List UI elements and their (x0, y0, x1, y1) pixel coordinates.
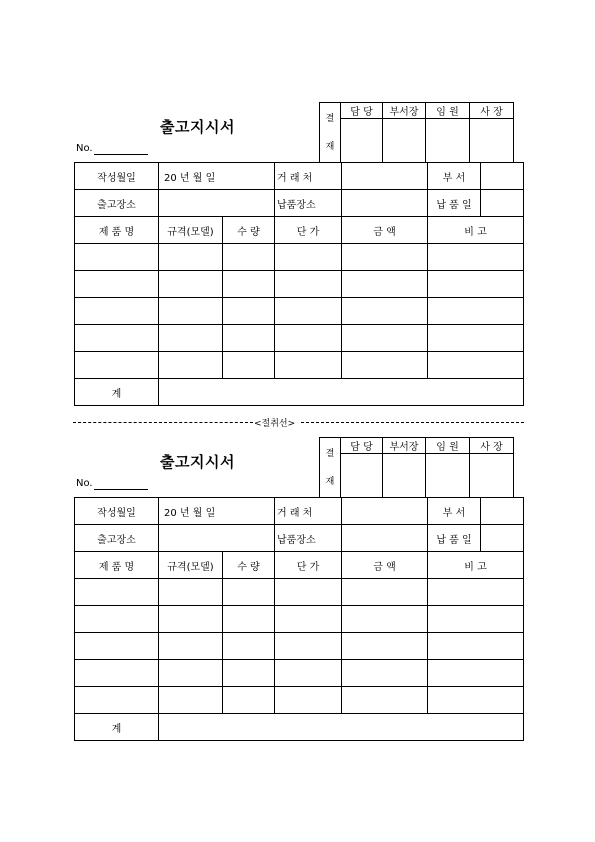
cut-line-label: <절취선> (254, 419, 296, 429)
col-header-amount: 금 액 (342, 217, 428, 244)
approval-label-top: 결 (325, 448, 335, 459)
item-cell[interactable] (75, 633, 159, 660)
item-cell[interactable] (342, 660, 428, 687)
approval-header-dept-head: 부서장 (383, 438, 426, 454)
item-cell[interactable] (428, 633, 524, 660)
col-header-quantity: 수 량 (223, 552, 275, 579)
item-cell[interactable] (275, 660, 342, 687)
approval-header-president: 사 장 (470, 103, 514, 119)
item-cell[interactable] (223, 579, 275, 606)
item-row (75, 633, 524, 660)
dept-cell (428, 163, 524, 190)
item-cell[interactable] (223, 660, 275, 687)
approval-header-executive: 임 원 (426, 103, 470, 119)
item-row (75, 687, 524, 714)
col-header-amount: 금 액 (342, 552, 428, 579)
item-cell[interactable] (223, 244, 275, 271)
item-cell[interactable] (159, 325, 223, 352)
item-cell[interactable] (223, 606, 275, 633)
total-value[interactable] (159, 714, 524, 741)
item-cell[interactable] (75, 579, 159, 606)
col-header-product-name: 제 품 명 (75, 217, 159, 244)
item-cell[interactable] (75, 298, 159, 325)
item-row (75, 660, 524, 687)
release-order-table (74, 162, 524, 406)
item-cell[interactable] (159, 687, 223, 714)
item-cell[interactable] (428, 325, 524, 352)
item-cell[interactable] (223, 633, 275, 660)
item-cell[interactable] (342, 352, 428, 379)
delivery-place-value[interactable] (342, 525, 428, 552)
client-value[interactable] (342, 498, 428, 525)
item-cell[interactable] (342, 271, 428, 298)
approval-header-dept-head: 부서장 (383, 103, 426, 119)
column-header-row (75, 217, 524, 244)
cut-line (73, 416, 524, 430)
item-cell[interactable] (342, 633, 428, 660)
item-cell[interactable] (428, 606, 524, 633)
form-number-label: No. (76, 143, 93, 154)
total-row (75, 379, 524, 406)
item-cell[interactable] (342, 244, 428, 271)
form-title: 출고지시서 (160, 453, 235, 471)
total-row (75, 714, 524, 741)
approval-label-bottom: 재 (325, 476, 335, 487)
item-cell[interactable] (75, 325, 159, 352)
release-place-value[interactable] (159, 190, 275, 217)
item-cell[interactable] (428, 298, 524, 325)
col-header-spec-model: 규격(모델) (159, 217, 223, 244)
item-cell[interactable] (159, 244, 223, 271)
dept-cell (428, 498, 524, 525)
dept-label: 부 서 (428, 163, 481, 189)
written-date-label: 작성월일 (75, 498, 159, 525)
item-cell[interactable] (342, 325, 428, 352)
dept-label: 부 서 (428, 498, 481, 524)
item-cell[interactable] (75, 271, 159, 298)
form-title: 출고지시서 (160, 118, 235, 136)
approval-signature-staff[interactable] (341, 454, 383, 498)
item-cell[interactable] (428, 244, 524, 271)
item-cell[interactable] (428, 687, 524, 714)
delivery-date-cell (428, 525, 524, 552)
item-cell[interactable] (75, 352, 159, 379)
approval-box (319, 437, 514, 498)
col-header-spec-model: 규격(모델) (159, 552, 223, 579)
approval-signature-dept-head[interactable] (383, 454, 426, 498)
col-header-remarks: 비 고 (428, 217, 524, 244)
item-cell[interactable] (275, 606, 342, 633)
item-cell[interactable] (159, 579, 223, 606)
total-label: 계 (75, 379, 159, 406)
form-number-line (94, 489, 148, 490)
release-order-table (74, 497, 524, 741)
delivery-date-value[interactable] (481, 525, 523, 551)
release-place-value[interactable] (159, 525, 275, 552)
dept-value[interactable] (481, 163, 523, 189)
delivery-date-cell (428, 190, 524, 217)
col-header-unit-price: 단 가 (275, 552, 342, 579)
approval-label-cell (320, 103, 341, 163)
delivery-date-label: 납 품 일 (428, 525, 481, 551)
approval-header-staff: 담 당 (341, 438, 383, 454)
item-cell[interactable] (75, 660, 159, 687)
item-cell[interactable] (159, 271, 223, 298)
col-header-remarks: 비 고 (428, 552, 524, 579)
item-cell[interactable] (275, 352, 342, 379)
item-row (75, 352, 524, 379)
item-cell[interactable] (159, 660, 223, 687)
approval-signature-executive[interactable] (426, 119, 470, 163)
cut-line-right (301, 422, 524, 423)
written-date-value[interactable]: 20 년 월 일 (159, 498, 275, 525)
item-cell[interactable] (159, 606, 223, 633)
item-row (75, 244, 524, 271)
item-cell[interactable] (428, 352, 524, 379)
approval-box (319, 102, 514, 163)
item-cell[interactable] (342, 687, 428, 714)
total-label: 계 (75, 714, 159, 741)
item-cell[interactable] (223, 352, 275, 379)
item-cell[interactable] (275, 579, 342, 606)
dept-value[interactable] (481, 498, 523, 524)
item-cell[interactable] (159, 298, 223, 325)
item-cell[interactable] (275, 244, 342, 271)
col-header-unit-price: 단 가 (275, 217, 342, 244)
client-value[interactable] (342, 163, 428, 190)
item-cell[interactable] (342, 579, 428, 606)
item-row (75, 579, 524, 606)
item-cell[interactable] (223, 325, 275, 352)
release-place-label: 출고장소 (75, 525, 159, 552)
release-order-form-top (0, 100, 595, 410)
item-row (75, 298, 524, 325)
column-header-row (75, 552, 524, 579)
delivery-date-label: 납 품 일 (428, 190, 481, 216)
item-cell[interactable] (275, 325, 342, 352)
item-cell[interactable] (75, 244, 159, 271)
approval-signature-dept-head[interactable] (383, 119, 426, 163)
approval-label-bottom: 재 (325, 141, 335, 152)
total-value[interactable] (159, 379, 524, 406)
client-label: 거 래 처 (275, 498, 342, 525)
col-header-product-name: 제 품 명 (75, 552, 159, 579)
item-cell[interactable] (75, 606, 159, 633)
form-number-line (94, 154, 148, 155)
item-cell[interactable] (275, 298, 342, 325)
item-cell[interactable] (342, 606, 428, 633)
client-label: 거 래 처 (275, 163, 342, 190)
item-cell[interactable] (159, 633, 223, 660)
item-cell[interactable] (275, 271, 342, 298)
approval-label-cell (320, 438, 341, 498)
approval-signature-staff[interactable] (341, 119, 383, 163)
delivery-place-label: 납품장소 (275, 525, 342, 552)
release-place-label: 출고장소 (75, 190, 159, 217)
form-number-label: No. (76, 478, 93, 489)
item-row (75, 606, 524, 633)
delivery-place-label: 납품장소 (275, 190, 342, 217)
approval-signature-president[interactable] (470, 454, 514, 498)
item-row (75, 271, 524, 298)
item-cell[interactable] (428, 271, 524, 298)
item-cell[interactable] (223, 687, 275, 714)
item-cell[interactable] (223, 298, 275, 325)
item-cell[interactable] (428, 660, 524, 687)
approval-signature-president[interactable] (470, 119, 514, 163)
delivery-date-value[interactable] (481, 190, 523, 216)
col-header-quantity: 수 량 (223, 217, 275, 244)
approval-header-president: 사 장 (470, 438, 514, 454)
approval-label-top: 결 (325, 113, 335, 124)
item-cell[interactable] (428, 579, 524, 606)
item-cell[interactable] (275, 687, 342, 714)
item-row (75, 325, 524, 352)
release-order-form-bottom (0, 435, 595, 745)
approval-signature-executive[interactable] (426, 454, 470, 498)
cut-line-left (73, 422, 253, 423)
item-cell[interactable] (223, 271, 275, 298)
approval-header-executive: 임 원 (426, 438, 470, 454)
item-cell[interactable] (159, 352, 223, 379)
approval-header-staff: 담 당 (341, 103, 383, 119)
item-cell[interactable] (75, 687, 159, 714)
item-cell[interactable] (342, 298, 428, 325)
written-date-value[interactable]: 20 년 월 일 (159, 163, 275, 190)
delivery-place-value[interactable] (342, 190, 428, 217)
written-date-label: 작성월일 (75, 163, 159, 190)
item-cell[interactable] (275, 633, 342, 660)
